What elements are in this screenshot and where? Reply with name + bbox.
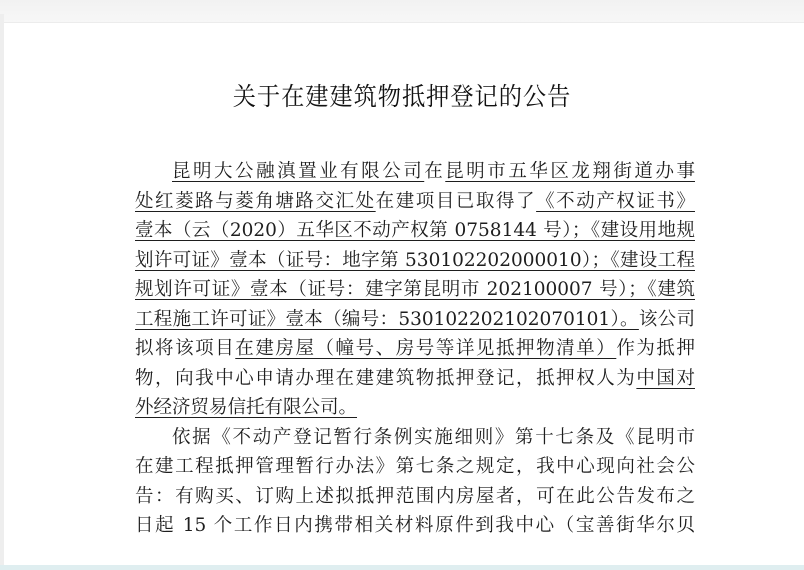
p1-line-9 <box>135 393 695 423</box>
p1-line-1: 昆明大公融滇置业有限公司在昆明市五华区龙翔街道办事 <box>172 161 695 182</box>
project-location-cont: 处红菱路与菱角塘路交汇处 <box>135 190 376 212</box>
property-certificate: 《不动产权证书》 <box>536 190 695 212</box>
p1-line-4 <box>135 246 695 276</box>
p1-line-6: 工程施工许可证》壹本（编号：530102202102070101）。该公司 <box>135 308 695 330</box>
viewer-bottom-bar <box>0 565 804 570</box>
p2-line-2: 在建工程抵押管理暂行办法》第七条之规定，我中心现向社会公 <box>135 456 695 477</box>
p2-line-3: 告：有购买、订购上述拟抵押范围内房屋者，可在此公告发布之 <box>135 485 695 507</box>
p1-line-8: 物，向我中心申请办理在建建筑物抵押登记，抵押权人为中国对 <box>135 367 695 389</box>
document-title: 关于在建建筑物抵押登记的公告 <box>232 82 572 111</box>
certificate-details-4: 工程施工许可证》壹本（编号：530102202102070101）。 <box>135 308 639 330</box>
certificate-details-2: 划许可证》壹本（证号：地字第 530102202000010）；《建设工程 <box>135 249 695 271</box>
p1-line-2: 处红菱路与菱角塘路交汇处在建项目已取得了《不动产权证书》 <box>135 190 695 212</box>
mortgagee-name-cont: 外经济贸易信托有限公司。 <box>135 397 358 418</box>
mortgaged-property: 在建房屋（幢号、房号等详见抵押物清单） <box>235 338 617 359</box>
p2-line-1: 依据《不动产登记暂行条例实施细则》第十七条及《昆明市 <box>172 426 695 448</box>
p2-line-4: 日起 15 个工作日内携带相关材料原件到我中心（宝善街华尔贝 <box>135 515 695 536</box>
p1-line-3 <box>135 216 695 246</box>
certificate-details-1: 壹本（云（2020）五华区不动产权第 0758144 号）；《建设用地规 <box>135 220 695 241</box>
p1-line-7: 拟将该项目在建房屋（幢号、房号等详见抵押物清单）作为抵押 <box>135 338 695 359</box>
company-name: 昆明大公融滇置业有限公司 <box>172 161 425 182</box>
certificate-details-3: 规划许可证》壹本（证号：建字第昆明市 202100007 号）；《建筑 <box>135 279 695 300</box>
project-location: 昆明市五华区龙翔街道办事 <box>445 161 695 182</box>
viewer-top-bar <box>0 0 804 23</box>
document-body <box>135 157 695 541</box>
mortgagee-name: 中国对 <box>636 367 695 389</box>
p1-line-5 <box>135 275 695 305</box>
